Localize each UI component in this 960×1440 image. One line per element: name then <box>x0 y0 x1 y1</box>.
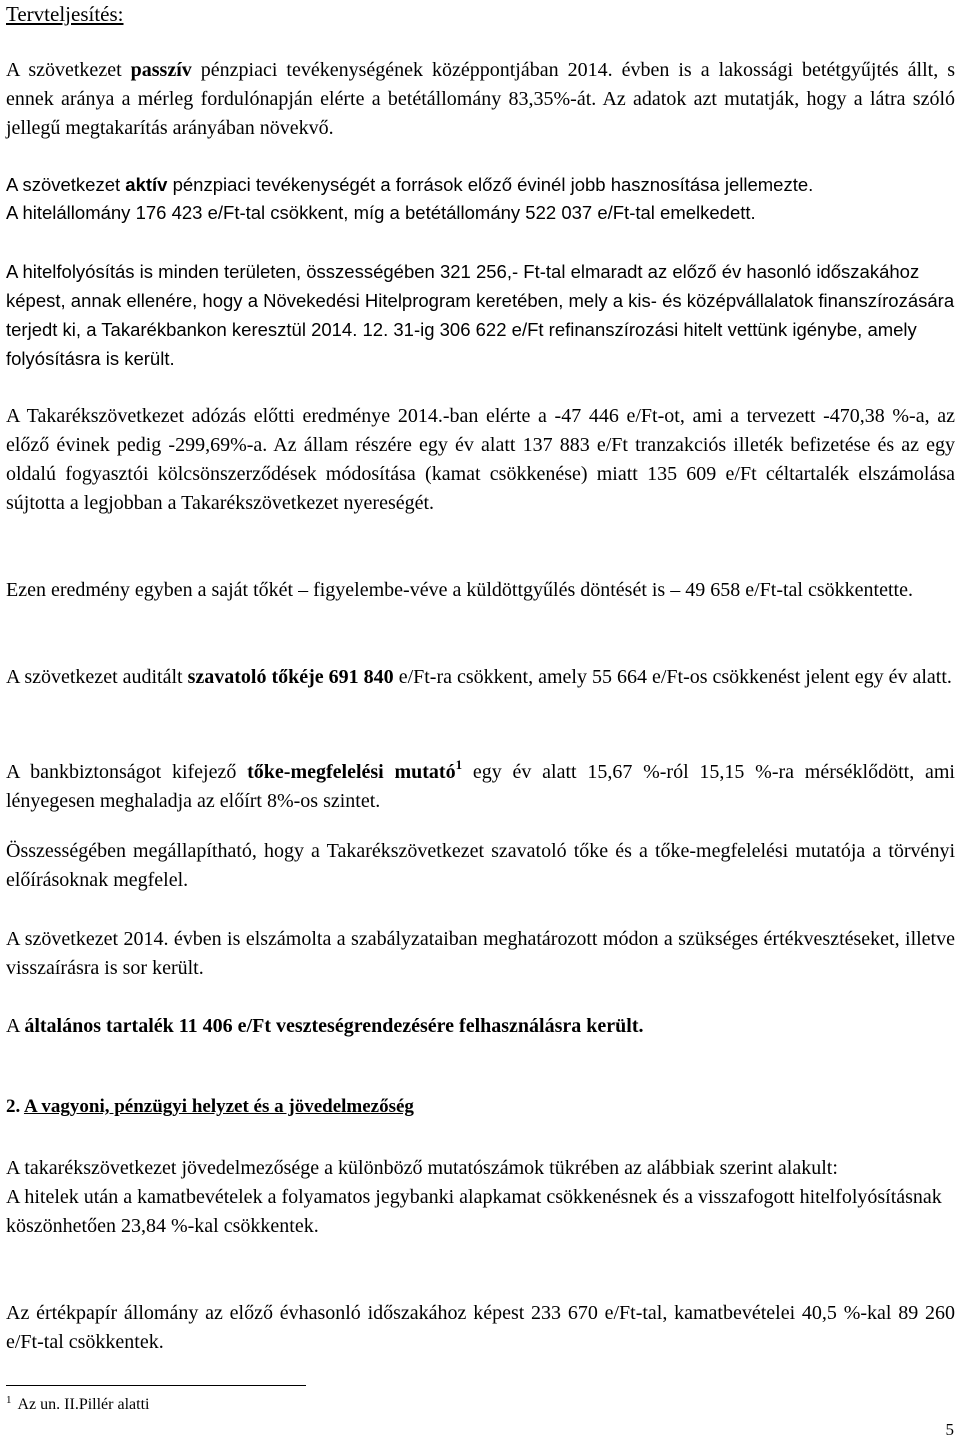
paragraph-equity-reduction <box>6 576 955 605</box>
p7-text-pre: A bankbiztonságot kifejező <box>6 761 248 783</box>
p1-text-pre: A szövetkezet <box>6 59 131 81</box>
p2-loan-deposit-line: A hitelállomány 176 423 e/Ft-tal csökkent, míg a betétállomány 522 037 e/Ft-tal emelkedett. <box>6 202 756 223</box>
p12-text: A hitelek után a kamatbevételek a folyamatos jegybanki alapkamat csökkenésnek és a visszafogott hitelfolyósításnak köszönhetően 23,84 %-kal csökkentek. <box>6 1186 942 1237</box>
paragraph-general-reserve <box>6 1012 955 1041</box>
p4-text: A Takarékszövetkezet adózás előtti eredménye 2014.-ban elérte a -47 446 e/Ft-ot, ami a tervezett -470,38 %-a, az előző évinek pedig -299,69%-a. Az állam részére egy év alatt 137 883 e/Ft tranzakciós illeték befizetése és az egy oldalú fogyasztói kölcsönszerződések módosítása (kamat csökkenése) miatt 135 609 e/Ft céltartalék elszámolása sújtotta a legjobban a Takarékszövetkezet nyereségét. <box>6 405 955 514</box>
footnote-separator <box>6 1385 306 1386</box>
paragraph-profitability-intro <box>6 1154 955 1241</box>
p10-bold-term: általános tartalék 11 406 e/Ft veszteségrendezésére felhasználásra került. <box>24 1015 644 1037</box>
p13-text: Az értékpapír állomány az előző évhasonló időszakához képest 233 670 e/Ft-tal, kamatbevételei 40,5 %-kal 89 260 e/Ft-tal csökkentek. <box>6 1302 955 1353</box>
p8-text: Összességében megállapítható, hogy a Takarékszövetkezet szavatoló tőke és a tőke-megfelelési mutatója a törvényi előírásoknak megfelel. <box>6 840 955 891</box>
page-heading: Tervteljesítés: <box>6 2 124 26</box>
footnote-reference: 1 <box>455 757 463 772</box>
p3-text: A hitelfolyósítás is minden területen, összességében 321 256,- Ft-tal elmaradt az előző év hasonló időszakához képest, annak ellenére, hogy a Növekedési Hitelprogram keretében, mely a kis- és középvállalatok finanszírozására terjedt ki, a Takarékbankon keresztül 2014. 12. 31-ig 306 622 e/Ft refinanszírozási hitelt vettünk igénybe, amely folyósításra is került. <box>6 261 955 369</box>
paragraph-compliance-summary <box>6 837 955 895</box>
footnote-number: 1 <box>6 1394 12 1406</box>
p1-text-post: pénzpiaci tevékenységének középpontjában 2014. évben is a lakossági betétgyűjtés állt, s ennek aránya a mérleg fordulónapján elérte a betétállomány 83,35%-át. Az adatok azt mutatják, hogy a látra szóló jellegű megtakarítás arányában növekvő. <box>6 59 956 139</box>
paragraph-impairments <box>6 925 955 983</box>
paragraph-capital-adequacy <box>6 750 955 816</box>
p6-text-post: e/Ft-ra csökkent, amely 55 664 e/Ft-os csökkenést jelent egy év alatt. <box>393 666 952 688</box>
p11-text: A takarékszövetkezet jövedelmezősége a különböző mutatószámok tükrében az alábbiak szerint alakult: <box>6 1157 838 1179</box>
page-number: 5 <box>945 1420 954 1439</box>
p9-text: A szövetkezet 2014. évben is elszámolta a szabályzataiban meghatározott módon a szükséges értékvesztéseket, illetve visszaírásra is sor került. <box>6 928 955 979</box>
section-title: A vagyoni, pénzügyi helyzet és a jövedelmezőség <box>23 1096 414 1117</box>
footnote-text: Az un. II.Pillér alatti <box>17 1396 150 1413</box>
section-number: 2. <box>6 1096 24 1117</box>
p10-text-pre: A <box>6 1015 25 1037</box>
p6-text-pre: A szövetkezet auditált <box>6 666 188 688</box>
p7-text-post: egy év alatt 15,67 %-ról 15,15 %-ra mérséklődött, ami lényegesen meghaladja az előírt 8%-os szintet. <box>6 761 955 812</box>
paragraph-pretax-result <box>6 402 955 518</box>
p5-text: Ezen eredmény egyben a saját tőkét – figyelembe-véve a küldöttgyűlés döntését is – 49 658 e/Ft-tal csökkentette. <box>6 579 913 601</box>
p6-bold-term: szavatoló tőkéje 691 840 <box>187 666 394 688</box>
p2-bold-term: aktív <box>125 174 168 195</box>
p1-bold-term: passzív <box>130 59 192 81</box>
p2-text-post: pénzpiaci tevékenységét a források előző évinél jobb hasznosítása jellemezte. <box>167 174 814 195</box>
paragraph-securities <box>6 1299 955 1357</box>
paragraph-active-activity <box>6 170 955 226</box>
paragraph-lending <box>6 257 955 373</box>
paragraph-regulatory-capital <box>6 663 955 692</box>
footnote <box>6 1394 149 1414</box>
p2-text-pre: A szövetkezet <box>6 174 126 195</box>
paragraph-passive-activity <box>6 56 955 143</box>
section-heading <box>6 1096 414 1118</box>
p7-bold-term: tőke-megfelelési mutató <box>247 761 456 783</box>
